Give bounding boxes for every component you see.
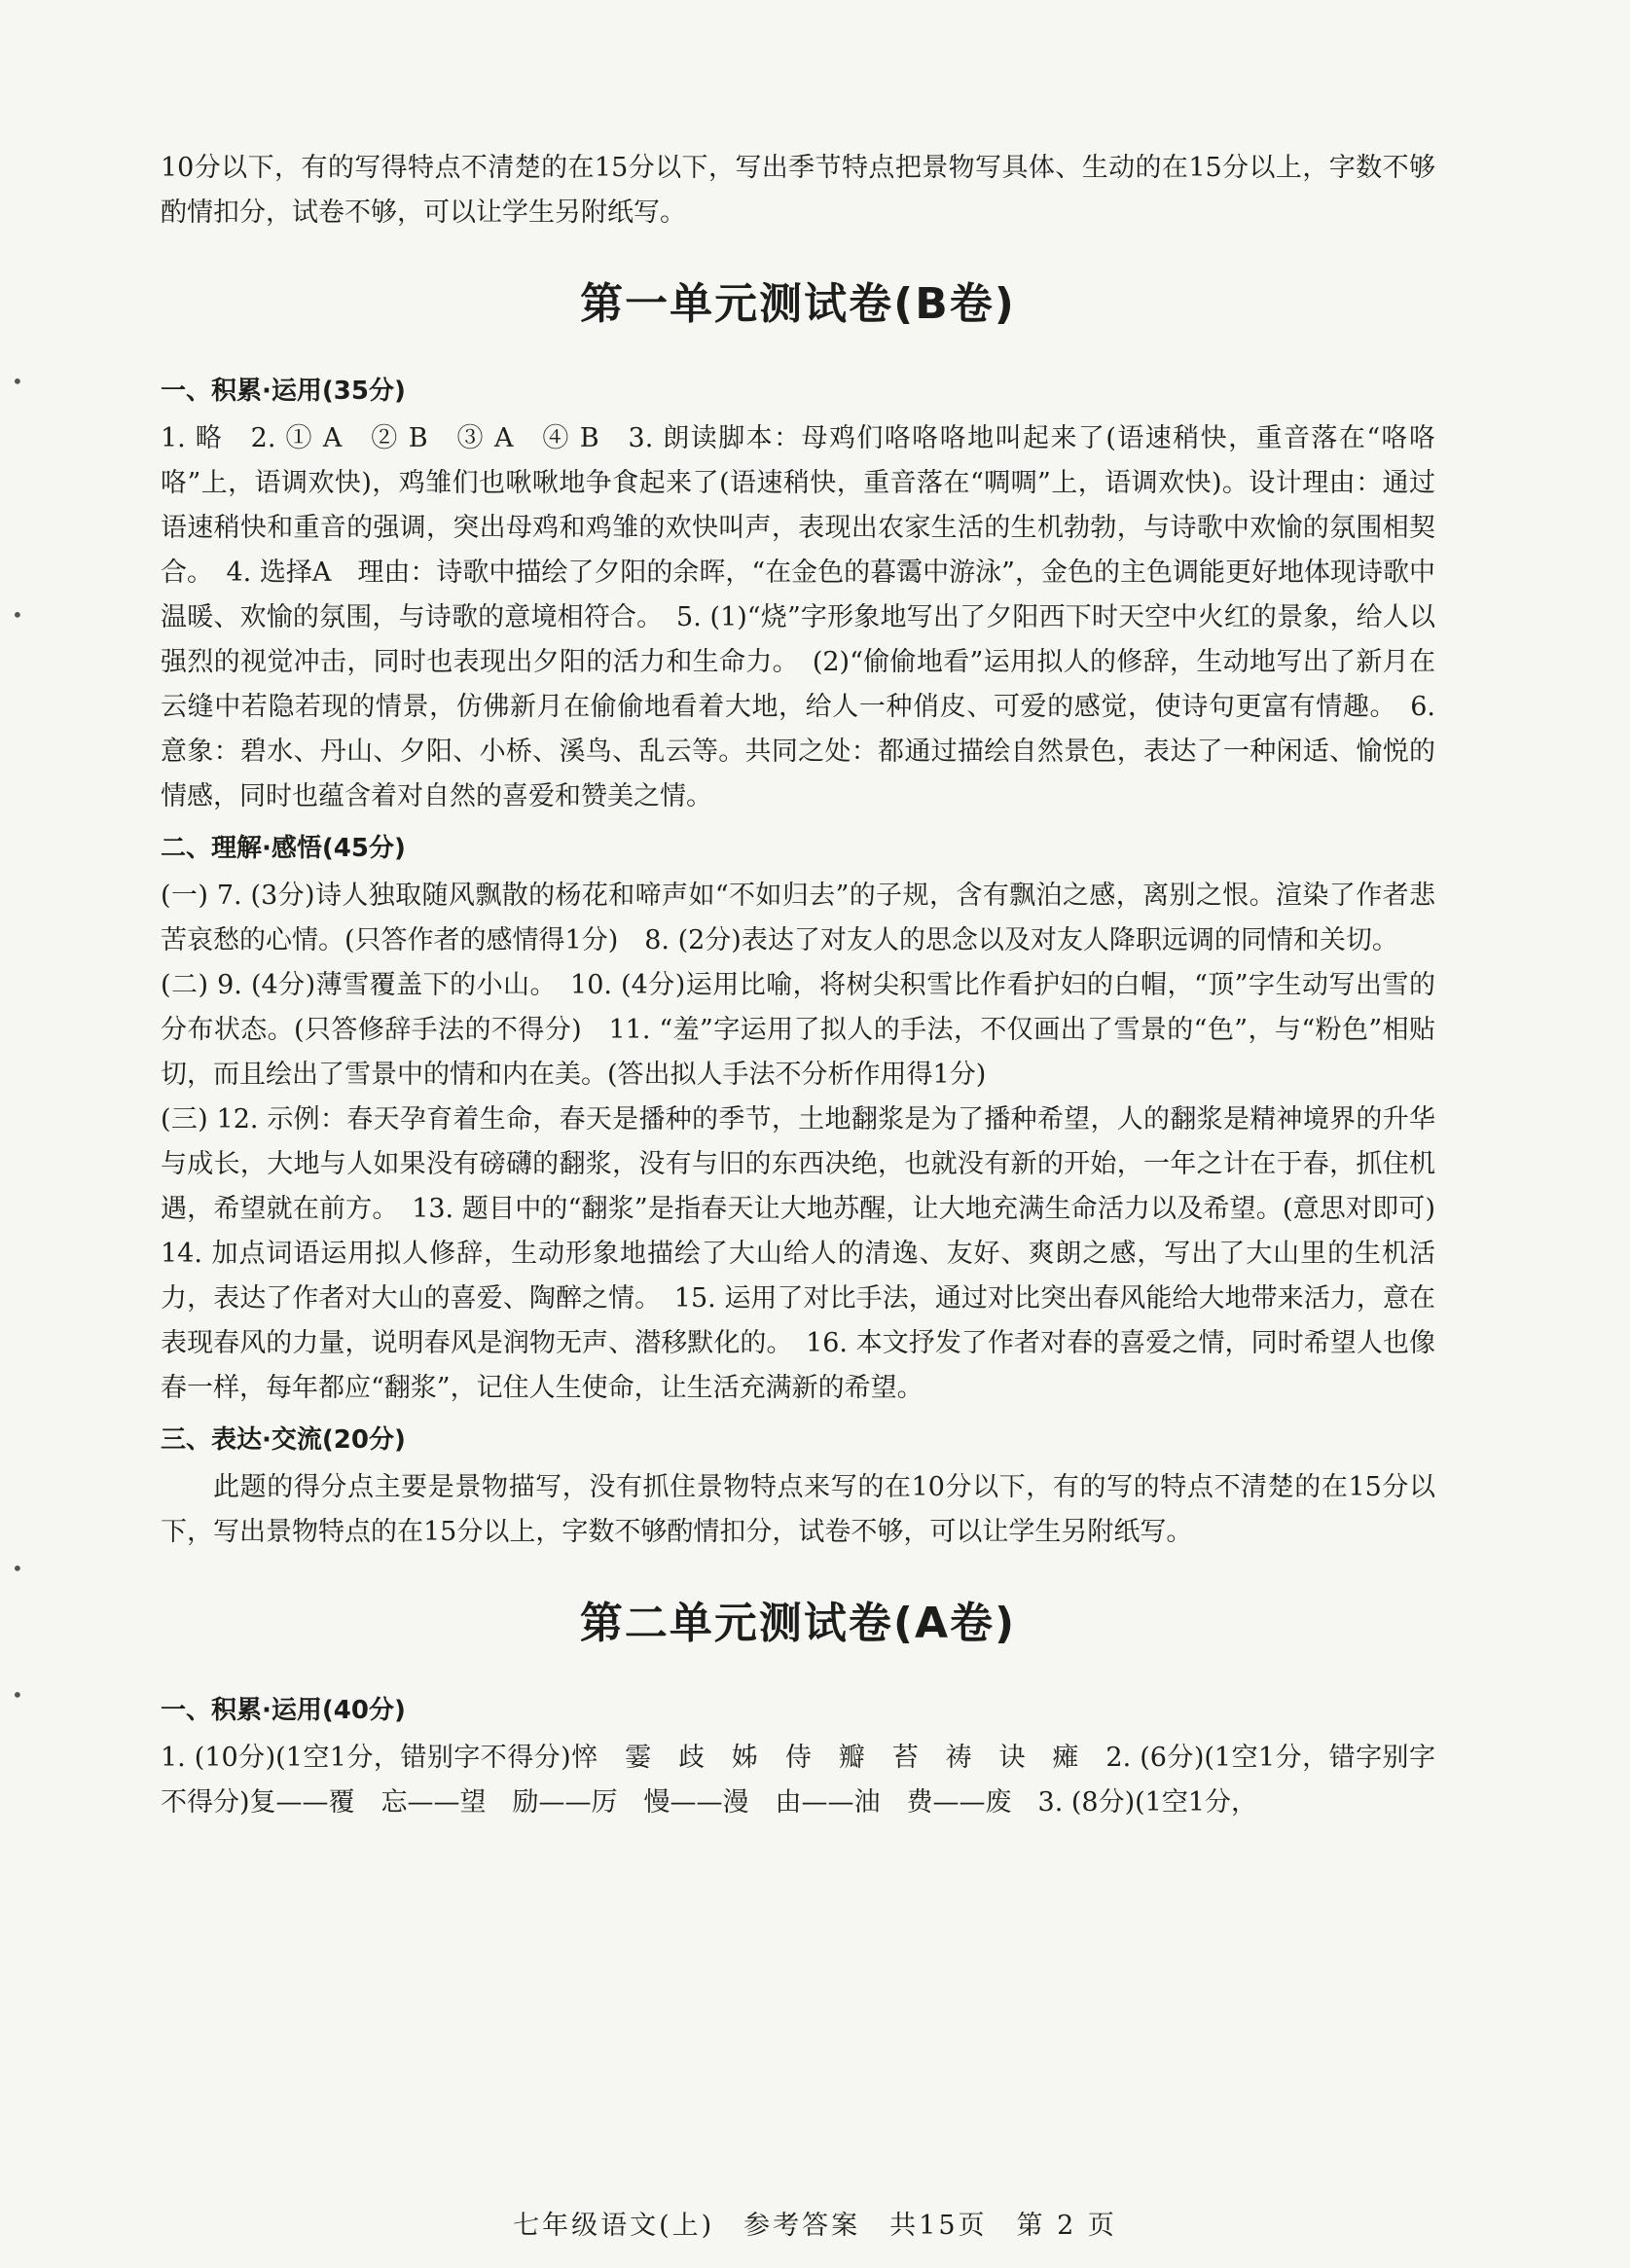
intro-paragraph: 10分以下，有的写得特点不清楚的在15分以下，写出季节特点把景物写具体、生动的在15分以上，字数不够酌情扣分，试卷不够，可以让学生另附纸写。 xyxy=(161,153,1435,228)
unit2-a-title: 第二单元测试卷(A卷) xyxy=(579,1599,1017,1648)
answer-paragraph: (二) 9. (4分)薄雪覆盖下的小山。 10. (4分)运用比喻，将树尖积雪比作看护妇的白帽，“顶”字生动写出雪的分布状态。(只答修辞手法的不得分) 11. “羞”字运用了拟人的手法，不仅画出了雪景的“色”，与“粉色”相贴切，而且绘出了雪景中的情和内在美。(答出拟人手法不分析作用得1分) xyxy=(161,970,1435,1090)
answer-paragraph: 1. 略 2. ① A ② B ③ A ④ B 3. 朗读脚本：母鸡们咯咯咯地叫起来了(语速稍快，重音落在“咯咯咯”上，语调欢快)，鸡雏们也啾啾地争食起来了(语速稍快，重音落在“啁啁”上，语调欢快)。设计理由：通过语速稍快和重音的强调，突出母鸡和鸡雏的欢快叫声，表现出农家生活的生机勃勃，与诗歌中欢愉的氛围相契合。 4. 选择A 理由：诗歌中描绘了夕阳的余晖，“在金色的暮霭中游泳”，金色的主色调能更好地体现诗歌中温暖、欢愉的氛围，与诗歌的意境相符合。 5. (1)“烧”字形象地写出了夕阳西下时天空中火红的景象，给人以强烈的视觉冲击，同时也表现出夕阳的活力和生命力。 (2)“偷偷地看”运用拟人的修辞，生动地写出了新月在云缝中若隐若现的情景，仿佛新月在偷偷地看着大地，给人一种俏皮、可爱的感觉，使诗句更富有情趣。 6. 意象：碧水、丹山、夕阳、小桥、溪鸟、乱云等。共同之处：都通过描绘自然景色，表达了一种闲适、愉悦的情感，同时也蕴含着对自然的喜爱和赞美之情。 xyxy=(161,423,1435,811)
section-heading: 二、理解·感悟(45分) xyxy=(161,834,406,863)
section-heading: 一、积累·运用(35分) xyxy=(161,377,406,406)
section-heading: 一、积累·运用(40分) xyxy=(161,1696,406,1725)
section-heading: 三、表达·交流(20分) xyxy=(161,1425,406,1455)
unit1-b-title: 第一单元测试卷(B卷) xyxy=(580,279,1016,329)
scan-mark: • xyxy=(12,1683,23,1707)
answer-paragraph: 此题的得分点主要是景物描写，没有抓住景物特点来写的在10分以下，有的写的特点不清楚的在15分以下，写出景物特点的在15分以上，字数不够酌情扣分，试卷不够，可以让学生另附纸写。 xyxy=(161,1472,1435,1547)
answer-paragraph: 1. (10分)(1空1分，错别字不得分)悴 霎 歧 姊 侍 瓣 苔 祷 诀 瘫 2. (6分)(1空1分，错字别字不得分)复——覆 忘——望 励——厉 慢——漫 由——油 费——废 3. (8分)(1空1分， xyxy=(161,1743,1435,1818)
page-footer: 七年级语文(上) 参考答案 共15页 第 2 页 xyxy=(513,2211,1117,2241)
answer-paragraph: (三) 12. 示例：春天孕育着生命，春天是播种的季节，土地翻浆是为了播种希望，人的翻浆是精神境界的升华与成长，大地与人如果没有磅礴的翻浆，没有与旧的东西决绝，也就没有新的开始，一年之计在于春，抓住机遇，希望就在前方。 13. 题目中的“翻浆”是指春天让大地苏醒，让大地充满生命活力以及希望。(意思对即可) 14. 加点词语运用拟人修辞，生动形象地描绘了大山给人的清逸、友好、爽朗之感，写出了大山里的生机活力，表达了作者对大山的喜爱、陶醉之情。 15. 运用了对比手法，通过对比突出春风能给大地带来活力，意在表现春风的力量，说明春风是润物无声、潜移默化的。 16. 本文抒发了作者对春的喜爱之情，同时希望人也像春一样，每年都应“翻浆”，记住人生使命，让生活充满新的希望。 xyxy=(161,1104,1462,1403)
page-content xyxy=(161,146,1462,1825)
scan-mark: • xyxy=(12,603,23,627)
answer-paragraph: (一) 7. (3分)诗人独取随风飘散的杨花和啼声如“不如归去”的子规，含有飘泊之感，离别之恨。渲染了作者悲苦哀愁的心情。(只答作者的感情得1分) 8. (2分)表达了对友人的思念以及对友人降职远调的同情和关切。 xyxy=(161,881,1435,955)
scan-mark: • xyxy=(12,370,23,393)
scan-mark: • xyxy=(12,1557,23,1580)
